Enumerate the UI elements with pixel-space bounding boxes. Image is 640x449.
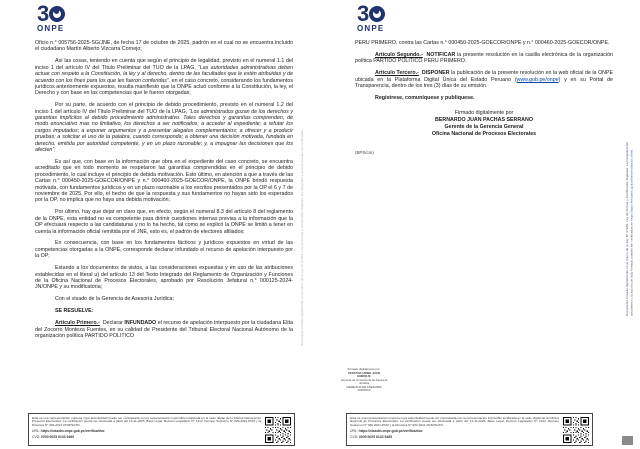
onpe-30-mark xyxy=(37,0,293,26)
firmaperu-validator-url: https://apps.firmaperu.gob.pe/web/validador.xhtml xyxy=(629,149,634,221)
logo-digit-three: 3 xyxy=(357,0,368,26)
text-run: el recurso de apelación interpuesto por la ciudadana Elita del Zocorro Monteza Fuentes, en su calidad de Presidente del Tribunal Electoral Nacional Autónomo de la organización política PARTIDO POLITICO xyxy=(35,320,293,339)
quoted-text: “Los administrados gozan de los derechos y garantías implícitos al debido procedimiento administrativo. Tales derechos y garantías comprenden, de modo enunciativo mas no limitativo, los derechos a ser notificados; a acceder al expediente; a refutar los cargos imputados; a exponer argumentos y a presentar alegatos complementarios; a ofrecer y a producir pruebas; a solicitar el uso de la palabra, cuando corresponda; a obtener una decisión motivada, fundada en derecho, emitida por autoridad competente, y en un plazo razonable; y, a impugnar las decisiones que los afecten”; xyxy=(35,108,293,154)
verification-text-block xyxy=(350,417,559,440)
articulo-segundo-label: Artículo Segundo.- xyxy=(375,51,423,58)
margin-signature-note xyxy=(625,128,635,316)
paragraph-legalidad xyxy=(35,58,293,96)
stamp-line: GERENCIA DE ASESORIA xyxy=(346,384,382,389)
verification-text-block xyxy=(32,417,261,440)
quoted-text: “Las autoridades administrativas deben actuar con respeto a la Constitución, la ley y al derecho, dentro de las facultades que le estén atribuidas y de acuerdo con los fines para los que les fueron conferidas” xyxy=(35,64,293,84)
paragraph-registrese: Regístrese, comuníquese y publíquese. xyxy=(375,94,475,101)
verification-disclaimer: Esta es una representación impresa cuya autenticidad puede ser contrastada con la representación imprimible localizada en la sede digital de la Oficina Nacional de Procesos Electorales. La verificación puede ser efectuada a partir del 14-11-2025. Base Legal: Decreto Legislativo N° 1412, Decreto Supremo N° 029-2021-PCM y la Directiva N° 002-2021-PCM/SGTD. xyxy=(32,415,261,428)
url-label: URL: xyxy=(32,429,41,434)
verification-disclaimer: Esta es una representación impresa cuya autenticidad puede ser contrastada con la representación imprimible localizada en la sede digital de la Oficina Nacional de Procesos Electorales. La verificación puede ser efectuada a partir del 14-11-2025. Base Legal: Decreto Legislativo N° 1412, Decreto Supremo N° 029-2021-PCM y la Directiva N° 002-2021-PCM/SGTD. xyxy=(350,415,559,428)
signed-by-line: Firmado digitalmente por xyxy=(454,110,514,117)
verification-url-line xyxy=(32,429,261,434)
onpe-anniversary-ring-icon xyxy=(49,6,65,22)
url-label: URL: xyxy=(350,429,359,434)
verification-cvd-line xyxy=(32,435,261,440)
page-2-content xyxy=(355,0,614,161)
crest-icon xyxy=(54,9,59,14)
logo-onpe-text: ONPE xyxy=(357,24,385,33)
crest-icon xyxy=(374,9,379,14)
cvd-value: 0000 0025 6133 9465 xyxy=(41,435,75,440)
stamp-line: Firmado digitalmente por: xyxy=(347,367,381,371)
paragraph-articulo-tercero xyxy=(355,70,613,89)
signer-name: BERNARDO JUAN PACHAS SERRANO xyxy=(435,117,533,124)
onpe-logo xyxy=(357,0,613,33)
margin-note-text: Documento firmado digitalmente en el marco de la Ley N° 27269, Ley de Firmas y Certificados Digitales. Su integridad y autoría pueden ser verificadas. xyxy=(300,129,304,346)
gob-pe-onpe-link[interactable]: www.gob.pe/onpe xyxy=(516,76,559,83)
corner-artifact xyxy=(622,436,633,445)
cvd-value: 0000 0025 6133 9465 xyxy=(359,435,393,440)
disponer-keyword: DISPONER xyxy=(418,70,450,77)
paragraph-visado: Con el visado de la Gerencia de Asesoría Jurídica; xyxy=(55,296,174,303)
signer-organization: Oficina Nacional de Procesos Electorales xyxy=(431,130,537,137)
paragraph-continuation: PERU PRIMERO, contra las Cartas n.° 000450-2025-GOECOR/ONPE y n.° 000460-2025-GOECOR/ONPE. xyxy=(355,40,610,46)
notificar-keyword: NOTIFICAR xyxy=(422,51,456,58)
text-run: Así las cosas, teniendo en cuenta que según el principio de legalidad, previsto en el numeral 1.1 del inciso 1 del artículo IV del Título Preliminar del TUO de la LPAG, xyxy=(35,58,293,71)
text-run: la publicación de la presente resolución en la web oficial de la ONPE ubicada en la Plataforma Digital Única del Estado Peruano ( xyxy=(355,70,613,83)
stamp-line: ENRIQUE xyxy=(357,374,371,378)
qr-code-icon xyxy=(265,417,291,443)
paragraph-estando: Estando a los documentos de vistos, a las consideraciones expuestas y en uso de las atribuciones establecidas en el literal u) del artículo 13 del Texto Integrado del Reglamento de Organización y Funciones de la Oficina Nacional de Procesos Electorales, aprobado por Resolución Jefatural n.° 000125-2024-JN/ONPE y su modificatoria; xyxy=(35,265,293,291)
page-1-content xyxy=(35,0,293,345)
cvd-label: CVD: xyxy=(32,435,42,440)
onpe-anniversary-ring-icon xyxy=(369,6,385,22)
verification-footer xyxy=(28,413,295,446)
stamp-line: PESTANA URIBE JUAN xyxy=(348,370,380,375)
logo-digit-three: 3 xyxy=(37,0,48,26)
paragraph-oficio: Oficio n.° 005756-2025-SG/JNE, de fecha 17 de octubre de 2025, padrón en el cual no se encuentra incluido el ciudadano Martín Alberto Vizcarra Cornejo; xyxy=(35,40,293,53)
paragraph-es-asi: Es así que, con base en la información que obra en el expediente del caso concreto, se encuentra acreditado que en todo momento se respetaron las garantías comprendidas en el principio de debido procedimiento, lo cual incluye el principio de debida motivación. Esto último, en atención a que a través de las Cartas n.° 000450-2025-GOECOR/ONPE y n.° 000460-2025-GOECOR/ONPE, la ONPE brindó respuesta motivada, con fundamentos jurídicos y en un plazo razonable a los escritos presentados por la OP el 6 y 7 de noviembre de 2025. Por ello, el hecho de que la respuesta y sus fundamentos no hayan sido los esperados por la OP, no implica que no haya una debida motivación; xyxy=(35,159,293,204)
text-run: ) y en su Portal de Transparencia, dentro de los tres (3) días de su emisión. xyxy=(355,76,613,90)
signer-role: Gerente de la Gerencia General xyxy=(444,123,524,130)
onpe-30-mark xyxy=(357,0,613,26)
visto-bueno-stamp xyxy=(332,368,396,393)
cvd-label: CVD: xyxy=(350,435,360,440)
onpe-logo xyxy=(37,0,293,33)
articulo-tercero-label: Artículo Tercero.- xyxy=(375,70,419,77)
document-initials: (BPS/cm) xyxy=(355,149,374,155)
paragraph-debido-procedimiento xyxy=(35,102,293,153)
verification-footer xyxy=(346,413,593,446)
logo-onpe-text: ONPE xyxy=(37,24,65,33)
qr-code-icon xyxy=(563,417,589,443)
paragraph-articulo-segundo xyxy=(355,52,613,65)
paragraph-por-ultimo: Por último, hay que dejar en claro que, en efecto, según el numeral 8.3 del artículo 8 del reglamento de la ONPE, esta entidad no es competente para dirimir cuestiones internas previas a la información que la OP efectuará respecto a las candidaturas y no lo ha hecho, tal como se explicó la ONPE se limitó a tener en cuenta la información oficial remitida por el JNE, esto es, el padrón de electores afiliados; xyxy=(35,209,293,235)
text-run: , en el caso concreto, considerando los fundamentos jurídicos anteriormente expuestos, resulta manifiesto que la ONPE actuó conforme a la Constitución, la ley, el Derecho y con base en las competencias que le fueron otorgadas; xyxy=(35,77,293,97)
articulo-primero-label: Artículo Primero.- xyxy=(55,320,100,327)
verification-cvd-line xyxy=(350,435,559,440)
verification-url: https://sisadm.onpe.gob.pe/verifica/doc xyxy=(358,429,423,434)
verification-url-line xyxy=(350,429,559,434)
paragraph-consecuencia: En consecuencia, con base en los fundamentos fácticos y jurídicos expuestos en virtud de las competencias otorgadas a la ONPE, corresponde declarar infundado el recurso de apelación interpuesto por la OP; xyxy=(35,240,293,260)
digital-signature-block xyxy=(355,110,613,137)
text-run: la presente resolución en la casilla electrónica de la organización política PARTIDO POLITICO PERU PRIMERO. xyxy=(355,51,614,65)
stamp-line: JURIDICA xyxy=(357,388,371,392)
margin-signature-note xyxy=(300,108,310,346)
stamp-line: Gerente de la Gerencia de Asesoría xyxy=(340,377,388,382)
text-run: Por su parte, de acuerdo con el principio de debido procedimiento, previsto en el numeral 1.2 del inciso 1 del artículo IV del Título Preliminar del TUO de la LPAG, xyxy=(35,102,293,115)
paragraph-articulo-primero xyxy=(35,320,293,339)
margin-note-text: Documento firmado digitalmente en el marco de la Ley N° 27269, Ley de Firmas y Certificados Digitales. La integridad del documento y la autoría de la(s) firma(s) pueden ser verificadas en xyxy=(625,142,634,316)
text-run: Declarar xyxy=(99,320,125,327)
verification-url: https://sisadm.onpe.gob.pe/verifica/doc xyxy=(40,429,105,434)
heading-se-resuelve: SE RESUELVE: xyxy=(55,308,94,315)
infundado-keyword: INFUNDADO xyxy=(124,320,157,327)
page-2 xyxy=(320,0,640,449)
stamp-line: Jurídica xyxy=(358,381,370,385)
